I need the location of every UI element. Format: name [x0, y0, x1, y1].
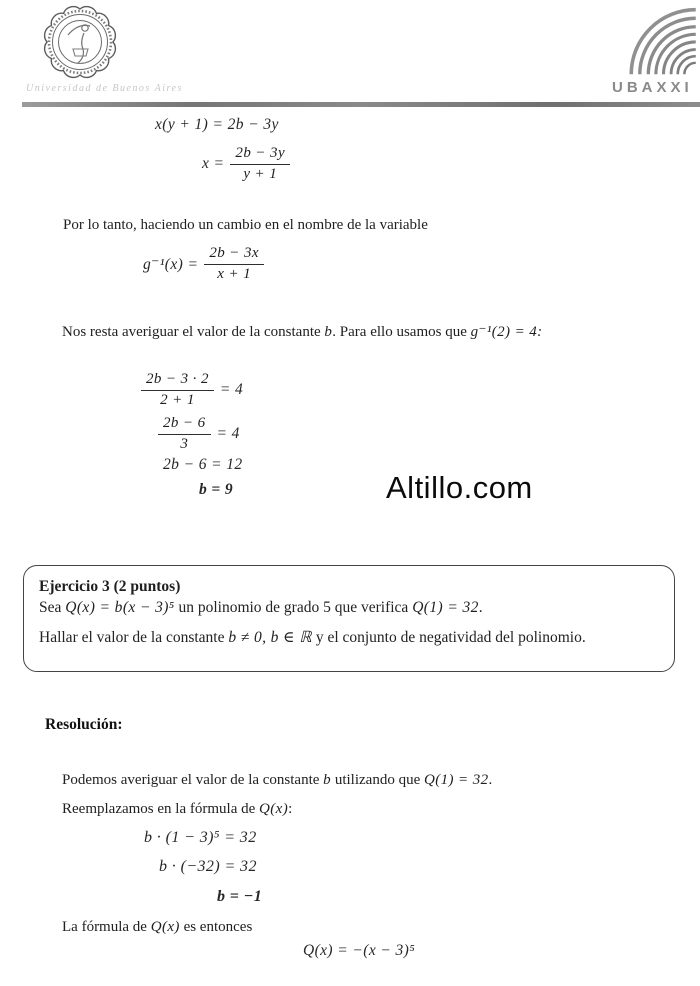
- eq-solve-lhs: x =: [202, 155, 225, 172]
- eq-q-substitute: b · (1 − 3)⁵ = 32: [144, 829, 257, 846]
- eq-result-b9: b = 9: [199, 481, 234, 498]
- ubaxxi-logo-icon: [610, 4, 698, 78]
- exercise-line-2: Hallar el valor de la constante b ≠ 0, b ∈ ℝ y el conjunto de negatividad del polinomio.: [39, 629, 586, 646]
- para-find-b: Podemos averiguar el valor de la constante b utilizando que Q(1) = 32.: [62, 772, 493, 788]
- eq-substitute-2: [141, 370, 243, 410]
- para-formula: La fórmula de Q(x) es entonces: [62, 919, 253, 935]
- exercise-line-1: Sea Q(x) = b(x − 3)⁵ un polinomio de grado 5 que verifica Q(1) = 32.: [39, 599, 483, 616]
- eq-result-b-neg1: b = −1: [217, 888, 263, 905]
- eq-expand: x(y + 1) = 2b − 3y: [155, 116, 279, 133]
- eq-sub-rhs: = 4: [219, 381, 244, 398]
- fraction: $\frac{2b - 6}{3}$: [158, 414, 211, 454]
- header-divider: [22, 102, 700, 107]
- seal-caption: Universidad de Buenos Aires: [26, 83, 183, 94]
- fraction: $\frac{2b - 3y}{y + 1}$: [230, 144, 290, 184]
- para-replace: Reemplazamos en la fórmula de Q(x):: [62, 801, 293, 817]
- eq-q-evaluate: b · (−32) = 32: [159, 858, 257, 875]
- watermark-altillo: Altillo.com: [386, 470, 533, 505]
- ubaxxi-wordmark: UBAXXI: [612, 79, 693, 96]
- resolution-heading: Resolución:: [45, 716, 123, 733]
- eq-linear: 2b − 6 = 12: [163, 456, 243, 473]
- fraction: $\frac{2b - 3x}{x + 1}$: [204, 244, 264, 284]
- exercise-box: [23, 565, 675, 672]
- exercise-title: Ejercicio 3 (2 puntos): [39, 578, 181, 595]
- eq-g-inverse: [143, 244, 264, 284]
- fraction: $\frac{2b - 3 \cdot 2}{2 + 1}$: [141, 370, 214, 410]
- eq-final-q: Q(x) = −(x − 3)⁵: [303, 942, 416, 959]
- eq-simp-rhs: = 4: [216, 425, 240, 442]
- para-constant: Nos resta averiguar el valor de la constante b. Para ello usamos que g⁻¹(2) = 4:: [62, 324, 543, 340]
- eq-ginv-lhs: g⁻¹(x) =: [143, 255, 199, 273]
- uba-seal-icon: [40, 2, 120, 80]
- para-rename: Por lo tanto, haciendo un cambio en el nombre de la variable: [63, 217, 428, 233]
- eq-simplify: [158, 414, 240, 454]
- eq-solve-x: [202, 144, 290, 184]
